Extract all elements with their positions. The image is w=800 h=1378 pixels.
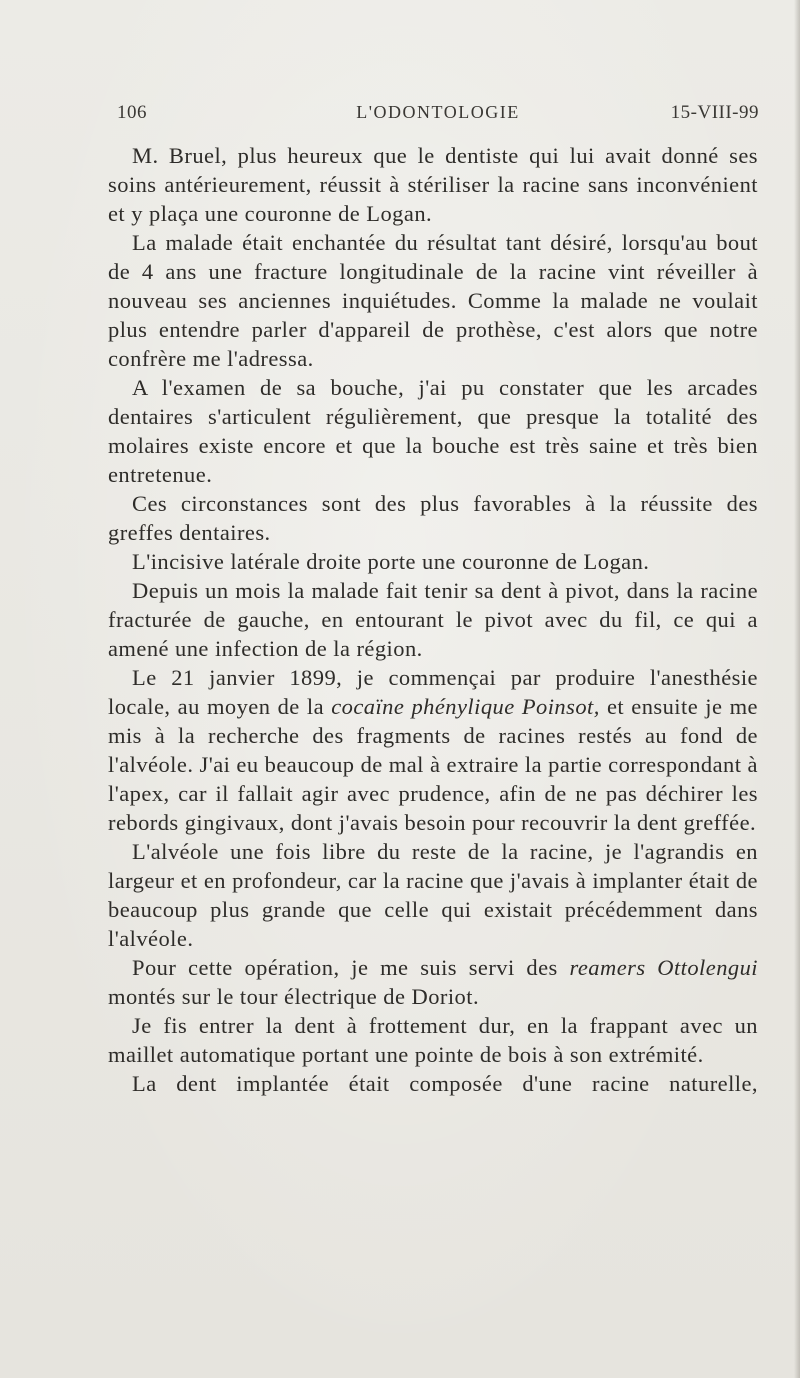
paragraph-7-italic: cocaïne phénylique Poinsot, — [331, 694, 600, 719]
running-title: L'ODONTOLOGIE — [356, 102, 520, 122]
paragraph-10: Je fis entrer la dent à frottement dur, en la frappant avec un maillet automatique portant une pointe de bois à son extrémité. — [108, 1013, 758, 1067]
paragraph-7 — [108, 663, 758, 837]
issue-date: 15-VIII-99 — [670, 102, 759, 123]
paragraph-2: La malade était enchantée du résultat tant désiré, lorsqu'au bout de 4 ans une fracture longitudinale de la racine vint réveiller à nouveau ses anciennes inquiétudes. Comme la malade ne voulait plus entendre parler d'appareil de prothèse, c'est alors que notre confrère me l'adressa. — [108, 230, 758, 371]
paragraph-9-italic: reamers Ottolengui — [569, 955, 758, 980]
page-number: 106 — [117, 102, 147, 123]
paragraph-11: La dent implantée était composée d'une racine naturelle, — [132, 1071, 758, 1096]
running-header — [117, 102, 759, 128]
paragraph-6: Depuis un mois la malade fait tenir sa dent à pivot, dans la racine fracturée de gauche, en entourant le pivot avec du fil, ce qui a amené une infection de la région. — [108, 578, 758, 661]
paragraph-3: A l'examen de sa bouche, j'ai pu constater que les arcades dentaires s'articulent régulièrement, que presque la totalité des molaires existe encore et que la bouche est très saine et très bien entretenue. — [108, 375, 758, 487]
paragraph-5: L'incisive latérale droite porte une couronne de Logan. — [132, 549, 650, 574]
paragraph-8: L'alvéole une fois libre du reste de la racine, je l'agrandis en largeur et en profondeur, car la racine que j'avais à implanter était de beaucoup plus grande que celle qui existait précédemment dans l'alvéole. — [108, 839, 758, 951]
page-edge-shadow — [794, 0, 800, 1378]
paragraph-9-before: Pour cette opération, je me suis servi des — [132, 955, 570, 980]
body-text — [108, 141, 758, 1098]
paragraph-7-before: Le 21 janvier 1899, je commençai par produire l'anesthésie locale, au moyen de la — [108, 665, 758, 719]
paragraph-9 — [108, 953, 758, 1011]
paragraph-7-after: et ensuite je me mis à la recherche des fragments de racines restés au fond de l'alvéole. J'ai eu beaucoup de mal à extraire la partie correspondant à l'apex, car il fallait agir avec prudence, afin de ne pas déchirer les rebords gingivaux, dont j'avais besoin pour recouvrir la dent greffée. — [108, 694, 758, 835]
paragraph-4: Ces circonstances sont des plus favorables à la réussite des greffes dentaires. — [108, 491, 758, 545]
paragraph-1: M. Bruel, plus heureux que le dentiste qui lui avait donné ses soins antérieurement, réussit à stériliser la racine sans inconvénient et y plaça une couronne de Logan. — [108, 143, 758, 226]
paragraph-9-after: montés sur le tour électrique de Doriot. — [108, 984, 480, 1009]
